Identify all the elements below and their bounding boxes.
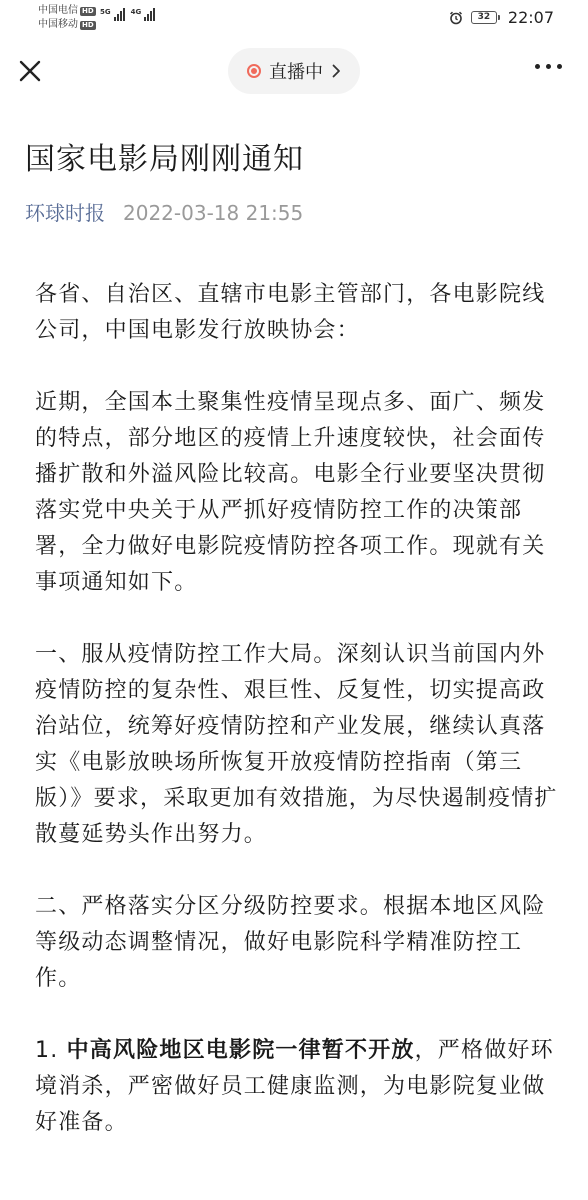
live-button[interactable] — [228, 48, 360, 94]
more-options-icon[interactable] — [535, 64, 562, 69]
signal-5g-icon: 5G — [100, 8, 125, 21]
paragraph-text: ，严格做好环境消杀，严密做好员工健康监测，为电影院复业做好准备。 — [35, 1038, 554, 1135]
paragraph — [35, 1033, 565, 1141]
article-meta — [25, 200, 555, 226]
alarm-icon — [449, 11, 463, 25]
list-number: 1. — [35, 1038, 67, 1063]
source-link[interactable]: 环球时报 — [25, 201, 105, 225]
publish-time: 2022-03-18 21:55 — [123, 201, 304, 225]
paragraph: 一、服从疫情防控工作大局。深刻认识当前国内外疫情防控的复杂性、艰巨性、反复性，切实提高政治站位，统筹好疫情防控和产业发展，继续认真落实《电影放映场所恢复开放疫情防控指南（第三版）》要求，采取更加有效措施，为尽快遏制疫情扩散蔓延势头作出努力。 — [35, 642, 558, 847]
close-icon[interactable] — [16, 57, 44, 85]
signal-4g-icon: 4G — [131, 8, 156, 21]
chevron-right-icon — [331, 64, 341, 78]
article-title: 国家电影局刚刚通知 — [25, 142, 304, 177]
paragraph: 二、严格落实分区分级防控要求。根据本地区风险等级动态调整情况，做好电影院科学精准防控工作。 — [35, 894, 546, 991]
carrier-info — [38, 4, 96, 32]
nav-bar — [0, 38, 588, 104]
battery-level: 32 — [471, 11, 497, 24]
carrier-2: 中国移动 — [38, 19, 78, 30]
carrier-1: 中国电信 — [38, 5, 78, 16]
signal-indicators — [100, 8, 155, 21]
status-right — [449, 8, 554, 27]
article — [25, 104, 558, 1177]
clock: 22:07 — [507, 8, 554, 27]
status-bar — [0, 0, 588, 38]
hd-badge: HD — [82, 20, 94, 29]
live-dot-icon — [247, 64, 261, 78]
paragraph: 近期，全国本土聚集性疫情呈现点多、面广、频发的特点，部分地区的疫情上升速度较快，社会面传播扩散和外溢风险比较高。电影全行业要坚决贯彻落实党中央关于从严抓好疫情防控工作的决策部署，全力做好电影院疫情防控各项工作。现就有关事项通知如下。 — [35, 390, 546, 595]
live-label: 直播中 — [269, 62, 323, 83]
battery-icon — [471, 11, 500, 24]
paragraph: 各省、自治区、直辖市电影主管部门，各电影院线公司，中国电影发行放映协会： — [35, 282, 546, 343]
hd-badge: HD — [82, 6, 94, 15]
article-body — [25, 277, 558, 1141]
bold-text: 中高风险地区电影院一律暂不开放 — [66, 1038, 415, 1063]
